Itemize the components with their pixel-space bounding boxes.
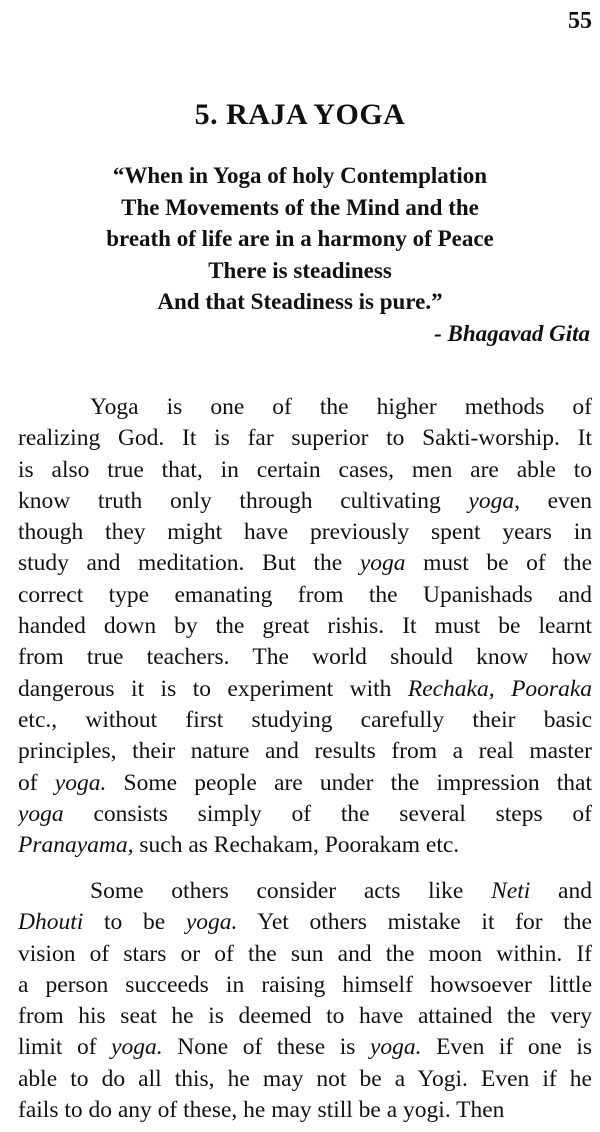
epigraph-line: There is steadiness	[208, 257, 392, 283]
text-line	[18, 1095, 592, 1126]
text-line	[18, 799, 592, 830]
text-line	[18, 580, 592, 611]
text-line	[18, 768, 592, 799]
italic-term: yoga	[359, 550, 406, 577]
text-run: fails to do any of these, he may still be a yogi. Then	[18, 1097, 505, 1124]
text-line	[18, 736, 592, 767]
text-run: realizing God. It is far superior to Sakti-worship. It	[18, 425, 592, 452]
italic-term: Pranayama,	[18, 832, 134, 859]
italic-term: yoga.	[369, 1034, 422, 1061]
italic-term: yoga.	[111, 1034, 163, 1061]
text-line	[18, 548, 592, 579]
text-line	[18, 907, 592, 938]
italic-term: yoga	[468, 487, 515, 514]
text-run: a person succeeds in raising himself howsoever little	[18, 971, 592, 998]
text-line	[18, 423, 592, 454]
text-run: to be	[83, 909, 186, 936]
text-line	[18, 611, 592, 642]
page-number: 55	[568, 8, 592, 34]
text-line	[18, 1032, 592, 1063]
text-run: etc., without first studying carefully their basic	[18, 706, 592, 733]
epigraph-line: The Movements of the Mind and the	[121, 194, 479, 220]
epigraph-line: “When in Yoga of holy Contemplation	[112, 163, 488, 188]
text-line	[18, 392, 592, 423]
text-run: must be of the	[405, 550, 592, 577]
text-run: able to do all this, he may not be a Yogi. Even if he	[18, 1065, 592, 1092]
text-run: consists simply of the several steps of	[63, 800, 592, 827]
text-line	[18, 970, 592, 1001]
text-line	[18, 830, 592, 861]
italic-term: yoga	[18, 800, 64, 827]
epigraph-line: And that Steadiness is pure.”	[157, 289, 443, 314]
text-run: Yet others mistake it for the	[237, 909, 592, 936]
text-line	[18, 486, 592, 517]
text-run: Some people are under the impression that	[106, 769, 592, 796]
text-run: vision of stars or of the sun and the moon within. If	[18, 940, 592, 967]
italic-term: yoga.	[185, 909, 238, 936]
text-run: and	[530, 878, 592, 904]
epigraph-line: breath of life are in a harmony of Peace	[106, 226, 494, 251]
text-line	[18, 642, 592, 673]
italic-term: yoga.	[54, 769, 107, 796]
text-run: Even if one is	[421, 1034, 592, 1061]
text-run: Some others consider acts like	[90, 878, 492, 904]
text-run: dangerous it is to experiment with	[18, 675, 408, 702]
text-run: None of these is	[162, 1034, 370, 1061]
text-line	[18, 674, 592, 705]
text-run: from his seat he is deemed to have attained the very	[18, 1003, 592, 1030]
chapter-title: 5. RAJA YOGA	[194, 98, 406, 131]
text-line	[18, 1064, 592, 1095]
text-run: is also true that, in certain cases, men are able to	[18, 456, 592, 483]
text-run: Yoga is one of the higher methods of	[90, 394, 592, 420]
text-run: limit of	[18, 1034, 112, 1061]
italic-term: Rechaka, Pooraka	[407, 675, 592, 702]
text-run: though they might have previously spent years in	[18, 519, 592, 546]
epigraph-attribution: - Bhagavad Gita	[434, 321, 590, 346]
italic-term: Neti	[491, 878, 531, 904]
text-run: of	[18, 769, 55, 796]
body-paragraph	[18, 392, 592, 861]
text-run: such as Rechakam, Poorakam etc.	[133, 832, 460, 859]
epigraph	[0, 160, 600, 318]
text-line	[18, 705, 592, 736]
text-line	[18, 1001, 592, 1032]
text-line	[18, 455, 592, 486]
text-run: study and meditation. But the	[18, 550, 360, 577]
text-line	[18, 517, 592, 548]
italic-term: Dhouti	[18, 909, 84, 936]
text-run: know truth only through cultivating	[18, 487, 469, 514]
text-line	[18, 876, 592, 907]
body-paragraph	[18, 876, 592, 1126]
text-run: principles, their nature and results from a real master	[18, 738, 592, 765]
text-run: , even	[514, 487, 592, 514]
text-run: from true teachers. The world should know how	[18, 644, 592, 671]
text-line	[18, 939, 592, 970]
text-run: handed down by the great rishis. It must be learnt	[18, 613, 592, 640]
text-run: correct type emanating from the Upanishads and	[18, 581, 592, 608]
